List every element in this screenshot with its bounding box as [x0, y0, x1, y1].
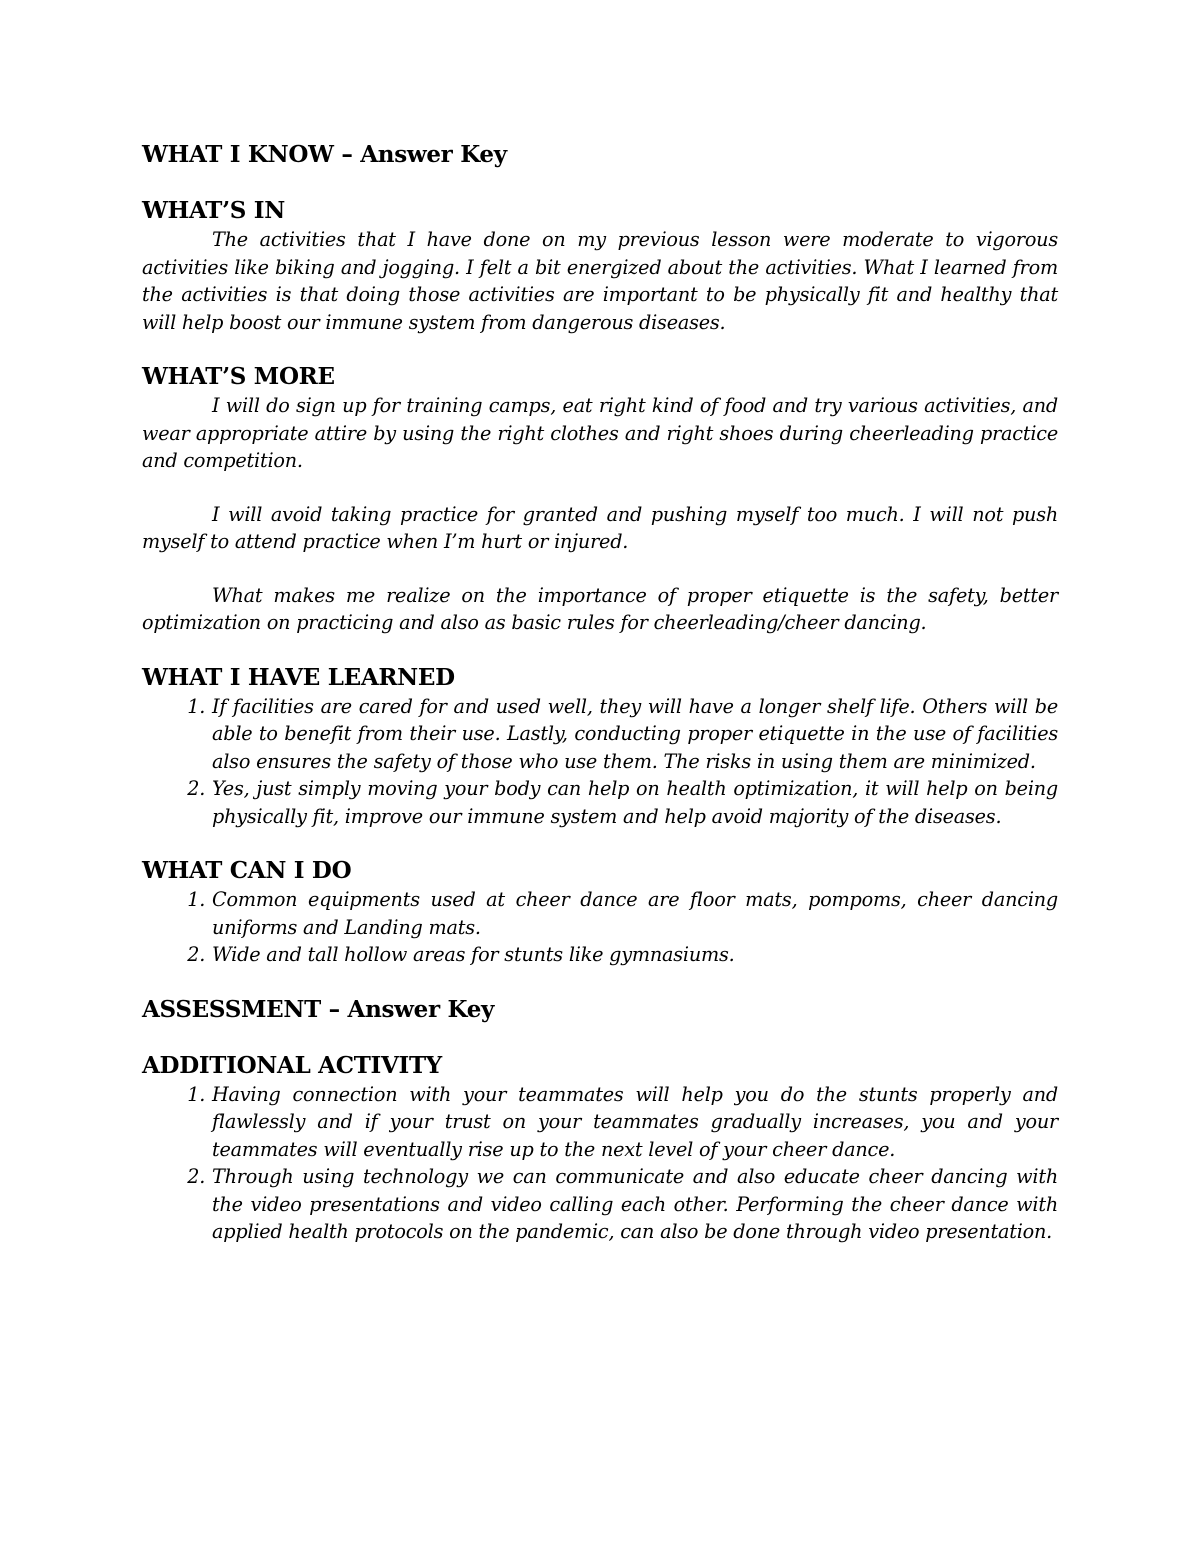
list-item: 2. Through using technology we can communicate and also educate cheer dancing with the video presentations and video calling each other. Performing the cheer dance with applied health protocols on the pandemic, can also be done through video presentation. — [211, 1163, 1058, 1246]
whats-more-paragraph-2: I will avoid taking practice for granted and pushing myself too much. I will not push myself to attend practice when I’m hurt or injured. — [142, 502, 1058, 553]
list-item: 1. If facilities are cared for and used well, they will have a longer shelf life. Others will be able to benefit from their use. Lastly, conducting proper etiquette in the use of facilities also ensures the safety of those who use them. The risks in using them are minimized. — [211, 693, 1058, 776]
list-item: 2. Yes, just simply moving your body can help on health optimization, it will help on being physically fit, improve our immune system and help avoid majority of the diseases. — [211, 775, 1058, 830]
document-page — [142, 140, 1058, 1246]
whats-more-paragraph-1: I will do sign up for training camps, eat right kind of food and try various activities, and wear appropriate attire by using the right clothes and right shoes during cheerleading practice and competition. — [142, 394, 1058, 472]
what-can-i-do-list — [142, 886, 1058, 969]
list-item: 1. Having connection with your teammates will help you do the stunts properly and flawlessly and if your trust on your teammates gradually increases, you and your teammates will eventually rise up to the next level of your cheer dance. — [211, 1081, 1058, 1164]
heading-whats-more: WHAT’S MORE — [142, 363, 335, 390]
heading-what-i-have-learned: WHAT I HAVE LEARNED — [142, 663, 455, 691]
list-item: 1. Common equipments used at cheer dance are floor mats, pompoms, cheer dancing uniforms and Landing mats. — [211, 886, 1058, 941]
heading-whats-in: WHAT’S IN — [142, 197, 285, 224]
whats-in-paragraph: The activities that I have done on my previous lesson were moderate to vigorous activities like biking and jogging. I felt a bit energized about the activities. What I learned from the activities is that doing those activities are important to be physically fit and healthy that will help boost our immune system from dangerous diseases. — [142, 228, 1058, 334]
heading-additional-activity: ADDITIONAL ACTIVITY — [142, 1051, 442, 1079]
whats-more-paragraph-3: What makes me realize on the importance of proper etiquette is the safety, better optimization on practicing and also as basic rules for cheerleading/cheer dancing. — [142, 583, 1058, 634]
additional-activity-list — [142, 1081, 1058, 1246]
what-i-have-learned-list — [142, 693, 1058, 831]
heading-what-can-i-do: WHAT CAN I DO — [142, 857, 352, 884]
list-item: 2. Wide and tall hollow areas for stunts like gymnasiums. — [211, 941, 1058, 969]
heading-assessment: ASSESSMENT – Answer Key — [142, 995, 495, 1023]
heading-what-i-know: WHAT I KNOW – Answer Key — [142, 141, 507, 168]
